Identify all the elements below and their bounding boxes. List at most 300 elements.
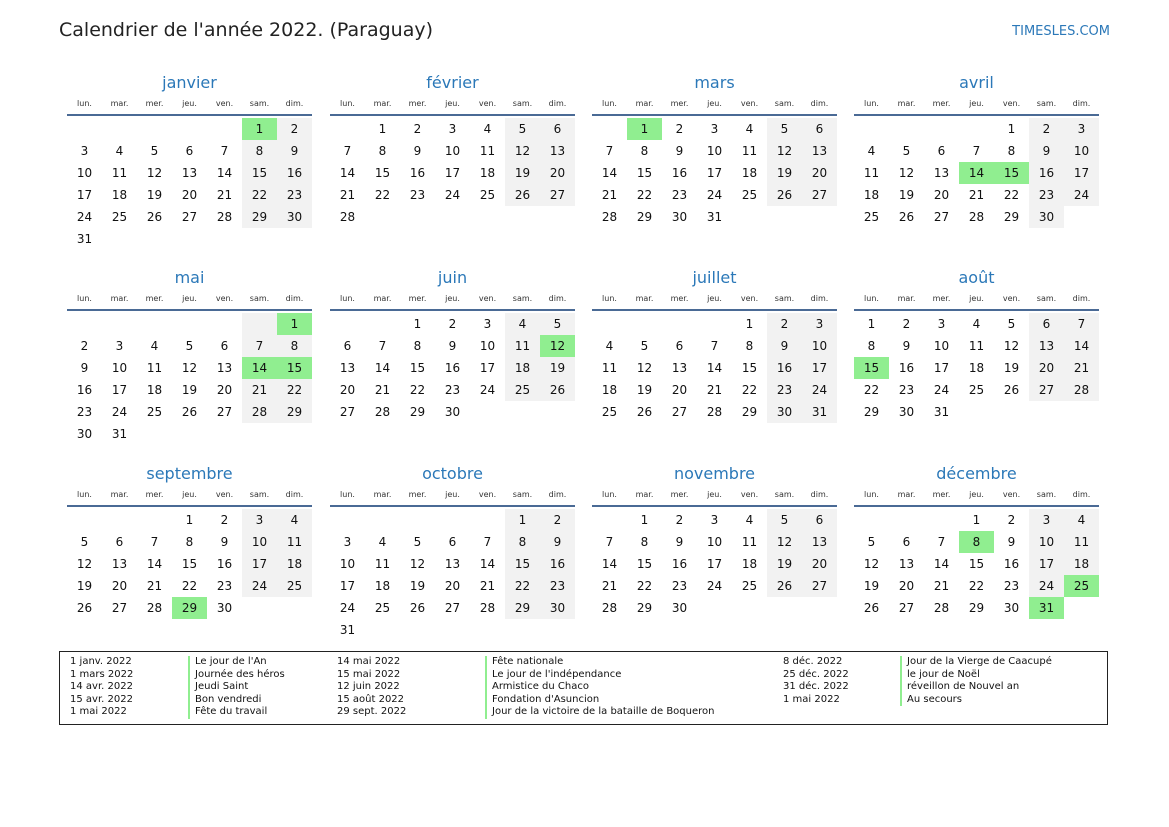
day-cell: 3 — [937, 317, 946, 331]
month-block — [330, 268, 575, 423]
holiday-date: 25 déc. 2022 — [783, 668, 849, 680]
day-cell: 14 — [706, 361, 723, 375]
day-cell: 31 — [339, 623, 356, 637]
weekday-label: lun. — [340, 99, 355, 108]
day-cell: 18 — [505, 357, 540, 379]
day-cell: 2 — [80, 339, 89, 353]
day-cell: 2 — [220, 513, 229, 527]
month-divider — [67, 114, 312, 116]
day-cell: 17 — [479, 361, 496, 375]
empty-day-cell — [627, 313, 662, 335]
day-cell: 12 — [181, 361, 198, 375]
day-cell: 2 — [767, 313, 802, 335]
holiday-dates-col-1 — [70, 656, 133, 719]
weekday-label: mer. — [408, 490, 427, 499]
day-cell: 1 — [505, 509, 540, 531]
day-cell: 16 — [898, 361, 915, 375]
day-cell: 17 — [444, 166, 461, 180]
day-cell: 12 — [636, 361, 653, 375]
day-cell: 26 — [146, 210, 163, 224]
day-cell: 5 — [505, 118, 540, 140]
day-cell: 11 — [741, 535, 758, 549]
day-cell: 27 — [802, 184, 837, 206]
weekday-label: lun. — [864, 490, 879, 499]
day-grid — [592, 118, 837, 228]
holiday-list — [59, 651, 1108, 725]
day-cell: 12 — [1003, 339, 1020, 353]
day-cell: 30 — [898, 405, 915, 419]
weekday-label: sam. — [774, 490, 795, 499]
weekday-label: ven. — [215, 99, 234, 108]
empty-day-cell — [924, 118, 959, 140]
weekday-label: lun. — [602, 294, 617, 303]
day-cell: 24 — [706, 188, 723, 202]
day-cell: 11 — [1064, 531, 1099, 553]
day-cell: 20 — [111, 579, 128, 593]
month-name: avril — [959, 73, 994, 92]
holiday-day-cell: 8 — [959, 531, 994, 553]
weekday-label: sam. — [512, 490, 533, 499]
day-cell: 3 — [802, 313, 837, 335]
day-cell: 28 — [374, 405, 391, 419]
weekday-label: lun. — [77, 294, 92, 303]
day-cell: 20 — [1029, 357, 1064, 379]
weekday-label: jeu. — [969, 99, 984, 108]
day-cell: 26 — [898, 210, 915, 224]
holiday-date: 12 juin 2022 — [337, 681, 400, 693]
day-cell: 19 — [1003, 361, 1020, 375]
day-cell: 16 — [540, 553, 575, 575]
day-cell: 5 — [767, 118, 802, 140]
holiday-day-cell: 1 — [277, 313, 312, 335]
day-cell: 25 — [111, 210, 128, 224]
day-cell: 13 — [898, 557, 915, 571]
day-cell: 6 — [1029, 313, 1064, 335]
day-grid — [854, 509, 1099, 619]
day-cell: 5 — [540, 313, 575, 335]
day-cell: 2 — [1029, 118, 1064, 140]
month-divider — [854, 114, 1099, 116]
weekday-label: mar. — [635, 99, 654, 108]
day-cell: 23 — [277, 184, 312, 206]
day-cell: 7 — [605, 144, 614, 158]
day-cell: 25 — [968, 383, 985, 397]
day-cell: 10 — [933, 339, 950, 353]
month-block — [67, 268, 312, 445]
holiday-day-cell: 25 — [1064, 575, 1099, 597]
weekday-header — [67, 292, 312, 306]
weekday-label: mar. — [897, 490, 916, 499]
weekday-label: mar. — [373, 294, 392, 303]
day-cell: 27 — [540, 184, 575, 206]
day-cell: 2 — [448, 317, 457, 331]
day-cell: 17 — [76, 188, 93, 202]
day-cell: 30 — [444, 405, 461, 419]
day-cell: 20 — [339, 383, 356, 397]
weekday-label: ven. — [478, 490, 497, 499]
day-cell: 27 — [1029, 379, 1064, 401]
day-cell: 22 — [636, 579, 653, 593]
day-cell: 21 — [706, 383, 723, 397]
day-cell: 18 — [601, 383, 618, 397]
month-name: novembre — [673, 464, 756, 483]
day-cell: 15 — [181, 557, 198, 571]
empty-day-cell — [470, 509, 505, 531]
day-cell: 18 — [277, 553, 312, 575]
month-divider — [330, 309, 575, 311]
month-block — [592, 73, 837, 228]
holiday-name: Armistice du Chaco — [485, 681, 715, 694]
day-cell: 28 — [216, 210, 233, 224]
day-cell: 21 — [479, 579, 496, 593]
weekday-label: mer. — [932, 99, 951, 108]
day-cell: 23 — [898, 383, 915, 397]
day-cell: 8 — [185, 535, 194, 549]
day-cell: 10 — [339, 557, 356, 571]
weekday-header — [67, 97, 312, 111]
day-cell: 4 — [972, 317, 981, 331]
day-cell: 16 — [1029, 162, 1064, 184]
day-cell: 28 — [968, 210, 985, 224]
day-cell: 31 — [111, 427, 128, 441]
weekday-label: lun. — [864, 99, 879, 108]
holiday-date: 31 déc. 2022 — [783, 681, 849, 693]
day-cell: 21 — [601, 579, 618, 593]
day-cell: 22 — [409, 383, 426, 397]
empty-day-cell — [67, 118, 102, 140]
day-cell: 23 — [216, 579, 233, 593]
day-cell: 2 — [540, 509, 575, 531]
weekday-header — [67, 488, 312, 502]
day-cell: 26 — [767, 575, 802, 597]
weekday-label: mar. — [635, 490, 654, 499]
day-cell: 21 — [242, 379, 277, 401]
day-cell: 26 — [1003, 383, 1020, 397]
day-cell: 25 — [146, 405, 163, 419]
day-cell: 14 — [146, 557, 163, 571]
day-cell: 19 — [863, 579, 880, 593]
day-cell: 21 — [1064, 357, 1099, 379]
day-cell: 6 — [448, 535, 457, 549]
empty-day-cell — [435, 509, 470, 531]
day-cell: 20 — [802, 162, 837, 184]
day-cell: 27 — [933, 210, 950, 224]
day-cell: 4 — [745, 513, 754, 527]
day-cell: 7 — [1064, 313, 1099, 335]
day-cell: 18 — [863, 188, 880, 202]
day-cell: 20 — [671, 383, 688, 397]
day-cell: 22 — [863, 383, 880, 397]
weekday-label: sam. — [249, 99, 270, 108]
day-cell: 11 — [277, 531, 312, 553]
day-cell: 3 — [1064, 118, 1099, 140]
day-cell: 19 — [146, 188, 163, 202]
holiday-name: Jour de la Vierge de Caacupé — [900, 656, 1052, 669]
day-cell: 2 — [675, 122, 684, 136]
day-cell: 16 — [1003, 557, 1020, 571]
holiday-day-cell: 14 — [242, 357, 277, 379]
holiday-date: 1 mai 2022 — [70, 706, 127, 718]
day-cell: 21 — [601, 188, 618, 202]
day-cell: 16 — [76, 383, 93, 397]
day-cell: 11 — [146, 361, 163, 375]
day-cell: 21 — [216, 188, 233, 202]
day-cell: 5 — [867, 535, 876, 549]
day-cell: 13 — [802, 531, 837, 553]
day-cell: 23 — [671, 188, 688, 202]
day-cell: 8 — [378, 144, 387, 158]
weekday-label: ven. — [215, 294, 234, 303]
day-cell: 30 — [277, 206, 312, 228]
holiday-name: réveillon de Nouvel an — [900, 681, 1052, 694]
day-cell: 12 — [409, 557, 426, 571]
day-cell: 23 — [767, 379, 802, 401]
day-cell: 7 — [937, 535, 946, 549]
weekday-label: dim. — [810, 294, 829, 303]
weekday-label: lun. — [602, 99, 617, 108]
day-cell: 7 — [710, 339, 719, 353]
empty-day-cell — [67, 313, 102, 335]
day-cell: 30 — [540, 597, 575, 619]
month-divider — [330, 114, 575, 116]
month-divider — [854, 505, 1099, 507]
holiday-day-cell: 14 — [959, 162, 994, 184]
weekday-label: jeu. — [445, 294, 460, 303]
day-cell: 8 — [277, 335, 312, 357]
empty-day-cell — [592, 118, 627, 140]
day-cell: 18 — [1064, 553, 1099, 575]
day-cell: 16 — [409, 166, 426, 180]
day-cell: 28 — [479, 601, 496, 615]
day-cell: 12 — [76, 557, 93, 571]
day-cell: 24 — [339, 601, 356, 615]
weekday-label: lun. — [77, 99, 92, 108]
weekday-label: mer. — [932, 294, 951, 303]
day-cell: 8 — [640, 535, 649, 549]
empty-day-cell — [365, 313, 400, 335]
day-cell: 10 — [706, 535, 723, 549]
day-cell: 13 — [671, 361, 688, 375]
month-divider — [592, 505, 837, 507]
holiday-date: 15 mai 2022 — [337, 668, 401, 680]
day-cell: 22 — [374, 188, 391, 202]
day-cell: 21 — [968, 188, 985, 202]
day-cell: 8 — [1007, 144, 1016, 158]
holiday-names-col-1 — [188, 656, 285, 719]
day-cell: 6 — [220, 339, 229, 353]
holiday-name: Bon vendredi — [188, 694, 285, 707]
day-cell: 19 — [767, 553, 802, 575]
day-cell: 6 — [802, 118, 837, 140]
weekday-label: mar. — [110, 294, 129, 303]
weekday-label: lun. — [340, 294, 355, 303]
day-cell: 17 — [1064, 162, 1099, 184]
day-cell: 15 — [636, 557, 653, 571]
day-cell: 26 — [505, 184, 540, 206]
day-cell: 12 — [146, 166, 163, 180]
day-cell: 3 — [710, 513, 719, 527]
day-cell: 4 — [605, 339, 614, 353]
holiday-day-cell: 15 — [854, 357, 889, 379]
site-link[interactable]: TIMESLES.COM — [1012, 24, 1110, 39]
day-cell: 7 — [605, 535, 614, 549]
day-cell: 13 — [933, 166, 950, 180]
day-cell: 29 — [636, 210, 653, 224]
day-cell: 23 — [671, 579, 688, 593]
day-cell: 14 — [339, 166, 356, 180]
day-grid — [330, 313, 575, 423]
day-cell: 9 — [1007, 535, 1016, 549]
day-cell: 5 — [80, 535, 89, 549]
day-cell: 19 — [76, 579, 93, 593]
weekday-label: sam. — [1036, 99, 1057, 108]
day-grid — [854, 118, 1099, 228]
weekday-label: ven. — [740, 490, 759, 499]
month-name: janvier — [162, 73, 217, 92]
holiday-name: Fête du travail — [188, 706, 285, 719]
day-cell: 20 — [540, 162, 575, 184]
day-cell: 19 — [540, 357, 575, 379]
empty-day-cell — [697, 313, 732, 335]
day-cell: 2 — [902, 317, 911, 331]
day-cell: 4 — [277, 509, 312, 531]
day-cell: 13 — [339, 361, 356, 375]
day-cell: 21 — [933, 579, 950, 593]
holiday-dates-col-3 — [783, 656, 849, 706]
day-cell: 14 — [601, 557, 618, 571]
day-cell: 27 — [339, 405, 356, 419]
weekday-label: jeu. — [445, 490, 460, 499]
day-grid — [67, 313, 312, 445]
day-cell: 22 — [181, 579, 198, 593]
day-grid — [592, 313, 837, 423]
weekday-label: mer. — [932, 490, 951, 499]
month-block — [592, 268, 837, 423]
day-cell: 12 — [898, 166, 915, 180]
holiday-date: 15 avr. 2022 — [70, 693, 133, 705]
day-cell: 25 — [374, 601, 391, 615]
weekday-label: ven. — [478, 99, 497, 108]
day-cell: 16 — [277, 162, 312, 184]
weekday-header — [854, 488, 1099, 502]
day-cell: 30 — [76, 427, 93, 441]
day-cell: 24 — [706, 579, 723, 593]
day-cell: 30 — [671, 601, 688, 615]
day-cell: 28 — [601, 210, 618, 224]
weekday-label: lun. — [602, 490, 617, 499]
day-cell: 13 — [444, 557, 461, 571]
holiday-date: 14 avr. 2022 — [70, 681, 133, 693]
holiday-names-col-3 — [900, 656, 1052, 706]
day-cell: 9 — [902, 339, 911, 353]
page-title: Calendrier de l'année 2022. (Paraguay) — [59, 19, 433, 41]
day-cell: 27 — [444, 601, 461, 615]
day-cell: 16 — [216, 557, 233, 571]
day-cell: 29 — [863, 405, 880, 419]
day-grid — [592, 509, 837, 619]
day-grid — [67, 509, 312, 619]
day-cell: 18 — [741, 166, 758, 180]
day-cell: 7 — [242, 335, 277, 357]
weekday-label: mer. — [670, 294, 689, 303]
day-cell: 15 — [636, 166, 653, 180]
day-cell: 29 — [409, 405, 426, 419]
day-cell: 26 — [636, 405, 653, 419]
day-cell: 6 — [802, 509, 837, 531]
day-cell: 11 — [479, 144, 496, 158]
day-cell: 10 — [1064, 140, 1099, 162]
day-cell: 20 — [933, 188, 950, 202]
holiday-day-cell: 15 — [277, 357, 312, 379]
month-block — [592, 464, 837, 619]
day-cell: 16 — [767, 357, 802, 379]
empty-day-cell — [330, 118, 365, 140]
holiday-names-col-2 — [485, 656, 715, 719]
day-cell: 22 — [505, 575, 540, 597]
day-cell: 18 — [968, 361, 985, 375]
holiday-name: le jour de Noël — [900, 669, 1052, 682]
day-cell: 2 — [675, 513, 684, 527]
day-cell: 19 — [505, 162, 540, 184]
day-grid — [330, 118, 575, 228]
weekday-label: mer. — [145, 490, 164, 499]
weekday-header — [854, 292, 1099, 306]
holiday-name: Jour de la victoire de la bataille de Boqueron — [485, 706, 715, 719]
day-cell: 3 — [115, 339, 124, 353]
empty-day-cell — [207, 313, 242, 335]
day-grid — [67, 118, 312, 250]
holiday-date: 1 mai 2022 — [783, 693, 840, 705]
holiday-dates-col-2 — [337, 656, 406, 719]
weekday-label: sam. — [249, 490, 270, 499]
holiday-date: 29 sept. 2022 — [337, 706, 407, 718]
day-cell: 6 — [902, 535, 911, 549]
day-cell: 7 — [220, 144, 229, 158]
day-cell: 8 — [867, 339, 876, 353]
weekday-label: dim. — [285, 294, 304, 303]
weekday-label: jeu. — [182, 294, 197, 303]
day-cell: 4 — [1064, 509, 1099, 531]
day-cell: 10 — [802, 335, 837, 357]
day-cell: 7 — [150, 535, 159, 549]
day-cell: 6 — [185, 144, 194, 158]
day-cell: 28 — [339, 210, 356, 224]
day-cell: 3 — [242, 509, 277, 531]
day-cell: 15 — [968, 557, 985, 571]
day-cell: 24 — [1029, 575, 1064, 597]
month-name: juin — [437, 268, 468, 287]
holiday-day-cell: 15 — [994, 162, 1029, 184]
month-name: mars — [694, 73, 735, 92]
day-cell: 27 — [111, 601, 128, 615]
day-cell: 24 — [444, 188, 461, 202]
day-cell: 25 — [863, 210, 880, 224]
day-cell: 6 — [937, 144, 946, 158]
day-cell: 10 — [242, 531, 277, 553]
day-cell: 15 — [374, 166, 391, 180]
day-cell: 15 — [409, 361, 426, 375]
day-cell: 11 — [741, 144, 758, 158]
month-name: octobre — [422, 464, 483, 483]
weekday-header — [592, 292, 837, 306]
weekday-label: sam. — [249, 294, 270, 303]
day-cell: 14 — [1064, 335, 1099, 357]
weekday-label: sam. — [1036, 490, 1057, 499]
day-cell: 18 — [374, 579, 391, 593]
day-cell: 14 — [374, 361, 391, 375]
day-cell: 30 — [1003, 601, 1020, 615]
weekday-label: mer. — [408, 99, 427, 108]
